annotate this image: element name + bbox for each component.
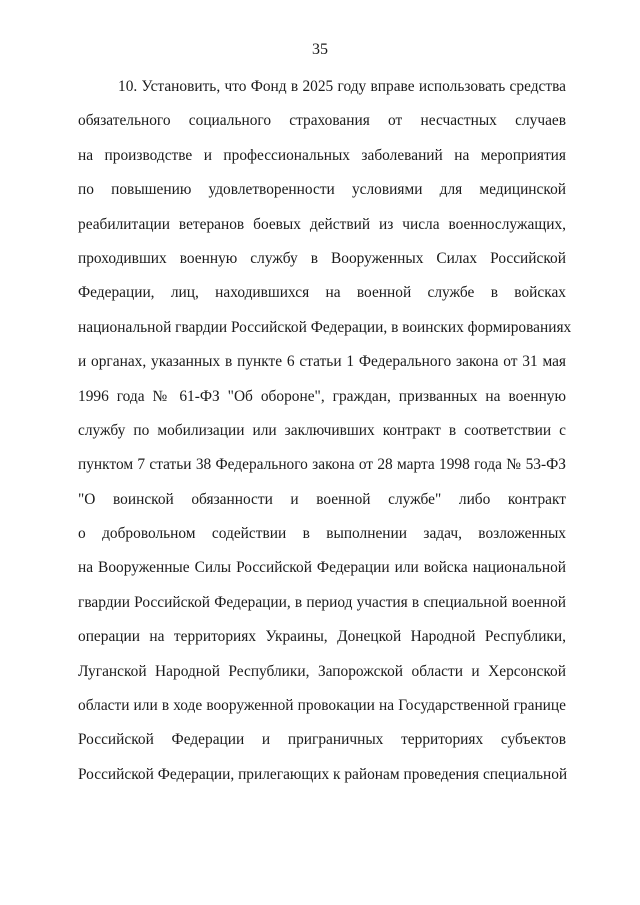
paragraph-line: национальной гвардии Российской Федерации, в воинских формированиях xyxy=(78,318,572,336)
paragraph-line: пунктом 7 статьи 38 Федерального закона от 28 марта 1998 года № 53-ФЗ xyxy=(78,456,566,474)
paragraph-line: по повышению удовлетворенности условиями для медицинской xyxy=(78,181,566,199)
paragraph-line: о добровольном содействии в выполнении задач, возложенных xyxy=(78,525,566,543)
paragraph-line: 1996 года № 61-ФЗ "Об обороне", граждан, призванных на военную xyxy=(78,387,566,405)
paragraph-line: 10. Установить, что Фонд в 2025 году вправе использовать средства xyxy=(118,78,566,95)
paragraph-line: операции на территориях Украины, Донецкой Народной Республики, xyxy=(78,628,566,646)
paragraph-line: области или в ходе вооруженной провокации на Государственной границе xyxy=(78,697,566,715)
paragraph-line: службу по мобилизации или заключивших контракт в соответствии с xyxy=(78,421,566,439)
paragraph-line: Российской Федерации и приграничных территориях субъектов xyxy=(78,731,566,749)
paragraph-line: проходивших военную службу в Вооруженных Силах Российской xyxy=(78,249,566,267)
paragraph-line: Федерации, лиц, находившихся на военной службе в войсках xyxy=(78,284,566,302)
paragraph-line: "О воинской обязанности и военной службе" либо контракт xyxy=(78,490,566,508)
page-number: 35 xyxy=(312,41,328,58)
paragraph-line: Российской Федерации, прилегающих к районам проведения специальной xyxy=(78,765,568,783)
paragraph-line: на Вооруженные Силы Российской Федерации или войска национальной xyxy=(78,559,566,577)
paragraph-10 xyxy=(78,70,572,792)
paragraph-line: гвардии Российской Федерации, в период участия в специальной военной xyxy=(78,593,566,611)
paragraph-line: Луганской Народной Республики, Запорожской области и Херсонской xyxy=(78,662,566,680)
paragraph-line: реабилитации ветеранов боевых действий из числа военнослужащих, xyxy=(78,215,566,233)
paragraph-line: на производстве и профессиональных заболеваний на мероприятия xyxy=(78,146,566,164)
paragraph-line: обязательного социального страхования от несчастных случаев xyxy=(78,112,566,130)
paragraph-line: и органах, указанных в пункте 6 статьи 1 Федерального закона от 31 мая xyxy=(78,353,566,371)
